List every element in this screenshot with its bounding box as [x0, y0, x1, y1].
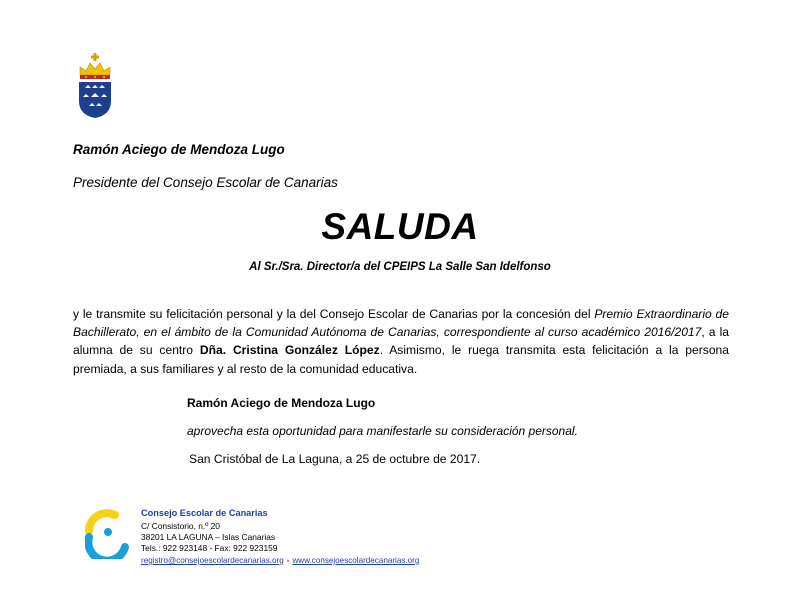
footer-org-name: Consejo Escolar de Canarias: [141, 508, 268, 518]
body-text-part2: , a la alumna de su centro: [73, 325, 729, 358]
footer-website-link[interactable]: www.consejoescolardecanarias.org: [292, 556, 420, 565]
award-name: Premio Extraordinario de Bachillerato, en el ámbito de la Comunidad Autónoma de Canarias, correspondiente al curso académico 2016/2017: [73, 307, 730, 340]
signature-phrase: aprovecha esta oportunidad para manifestarle su consideración personal.: [187, 424, 578, 438]
signature-name: Ramón Aciego de Mendoza Lugo: [187, 396, 376, 410]
consejo-escolar-logo-icon: [85, 507, 130, 559]
recipient-line: Al Sr./Sra. Director/a del CPEIPS La Salle San Idelfonso: [249, 261, 551, 273]
footer-link-separator: -: [286, 556, 290, 565]
footer-email-link[interactable]: registro@consejoescolardecanarias.org: [141, 556, 284, 565]
document-heading: SALUDA: [321, 206, 479, 247]
body-text-part1: y le transmite su felicitación personal y la del Consejo Escolar de Canarias por la concesión del: [73, 307, 595, 321]
date-line: San Cristóbal de La Laguna, a 25 de octubre de 2017.: [189, 452, 481, 466]
body-paragraph: [73, 305, 729, 378]
footer-links: [141, 556, 419, 565]
canary-islands-coat-of-arms-icon: [76, 53, 114, 119]
body-text-part3: . Asimismo, le ruega transmita esta felicitación a la persona premiada, a sus familiares y al resto de la comunidad educativa.: [73, 343, 729, 376]
footer-address-line1: C/ Consistorio, n.º 20: [141, 521, 220, 531]
sender-title: Presidente del Consejo Escolar de Canarias: [73, 175, 338, 190]
sender-name: Ramón Aciego de Mendoza Lugo: [73, 142, 285, 157]
footer-address-line2: 38201 LA LAGUNA – Islas Canarias: [141, 532, 276, 542]
footer-phone-line: Tels.: 922 923148 - Fax: 922 923159: [141, 543, 278, 553]
student-name: Dña. Cristina González López: [199, 343, 380, 358]
